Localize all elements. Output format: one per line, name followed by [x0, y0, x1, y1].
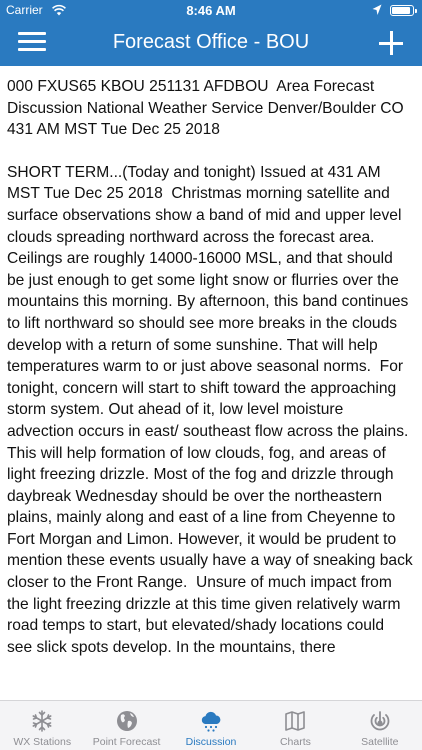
location-arrow-icon — [372, 4, 382, 16]
tab-point-forecast[interactable] — [84, 701, 168, 750]
globe-icon — [115, 709, 139, 733]
tab-label: Charts — [279, 736, 311, 748]
tab-wx-stations[interactable] — [0, 701, 84, 750]
discussion-header: 000 FXUS65 KBOU 251131 AFDBOU Area Forecast Discussion National Weather Service Denver/Boulder CO 431 AM MST Tue Dec 25 2018 — [7, 78, 409, 139]
plus-icon[interactable] — [378, 30, 404, 56]
snowflake-icon — [30, 709, 54, 733]
tab-discussion[interactable] — [169, 701, 253, 750]
page-title: Forecast Office - BOU — [112, 31, 310, 53]
satellite-dish-icon — [368, 709, 392, 733]
map-icon — [283, 709, 307, 733]
carrier-label: Carrier — [6, 3, 43, 17]
hamburger-icon[interactable] — [18, 32, 46, 54]
tab-charts[interactable] — [253, 701, 337, 750]
status-bar — [0, 0, 422, 20]
cloud-snow-icon — [199, 709, 223, 733]
tab-label: Discussion — [185, 736, 237, 748]
status-time: 8:46 AM — [186, 3, 236, 18]
navigation-bar — [0, 20, 422, 66]
battery-level — [392, 7, 410, 14]
battery-icon — [390, 5, 414, 16]
discussion-content[interactable] — [0, 66, 422, 700]
tab-satellite[interactable] — [338, 701, 422, 750]
discussion-body: SHORT TERM...(Today and tonight) Issued at 431 AM MST Tue Dec 25 2018 Christmas morning satellite and surface observations show a band of mid and upper level clouds spreading northward across the forecast area. Ceilings are roughly 14000-16000 MSL, and that should be just enough to get some light snow or flurries over the mountains this morning. By afternoon, this band continues to lift northward so should see more breaks in the clouds develop with a return of some sunshine. That will help temperatures warm to or just above seasonal norms. For tonight, concern will start to shift toward the approaching storm system. Out ahead of it, low level moisture advection occurs in east/ southeast flow across the plains. This will help formation of low clouds, fog, and areas of light freezing drizzle. Most of the fog and drizzle through daybreak Wednesday should be over the northeastern plains, mainly along and east of a line from Cheyenne to Fort Morgan and Limon. However, it would be prudent to mention these events usually have a way of sneaking back closer to the Front Range. Unsure of much impact from the light freezing drizzle at this time given relatively warm road temps to start, but elevated/shady locations could see slick spots develop. In the mountains, there — [7, 163, 418, 656]
tab-bar — [0, 700, 422, 750]
tab-label: Point Forecast — [92, 736, 161, 748]
tab-label: Satellite — [361, 736, 399, 748]
tab-label: WX Stations — [13, 736, 72, 748]
